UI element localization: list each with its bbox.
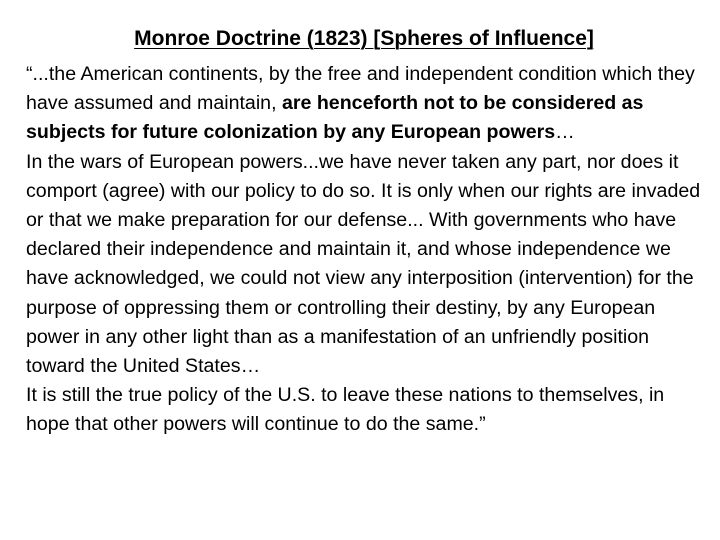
quote-p1-tail: …	[555, 121, 575, 144]
slide-title	[26, 24, 702, 54]
title-bold: Monroe Doctrine	[134, 27, 301, 50]
quote-paragraph-3: It is still the true policy of the U.S. to leave these nations to themselves, in hope that other powers will continue to do the same.”	[26, 384, 665, 436]
quote-p1-lead: “...the American continents, by the free and independent condition which they have assumed and maintain,	[26, 63, 695, 115]
title-rest: (1823) [Spheres of Influence]	[300, 27, 594, 50]
quote-paragraph-2: In the wars of European powers...we have never taken any part, nor does it comport (agree) with our policy to do so. It is only when our rights are invaded or that we make preparation for our defense... With governments who have declared their independence and maintain it, and whose independence we have acknowledged, we could not view any interposition (intervention) for the purpose of oppressing them or controlling their destiny, by any European power in any other light than as a manifestation of an unfriendly position toward the United States…	[26, 150, 701, 378]
quote-body	[26, 60, 702, 440]
quote-p1-bold: are henceforth not to be considered as subjects for future colonization by any European powers	[26, 92, 644, 144]
quote-paragraph-1	[26, 60, 702, 148]
